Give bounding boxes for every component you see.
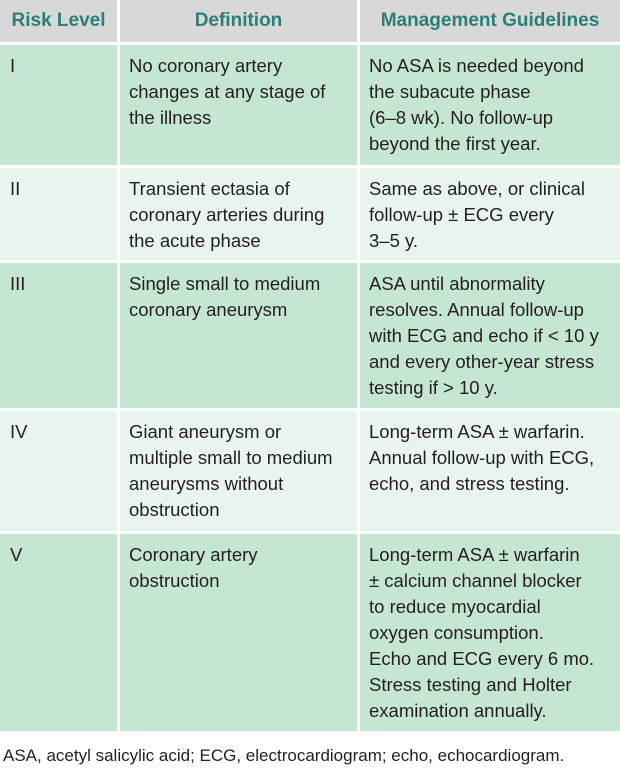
risk-level-cell: V xyxy=(0,534,120,734)
risk-level-cell: I xyxy=(0,45,120,168)
table-row xyxy=(0,263,620,411)
definition-cell: Transient ectasia of coronary arteries during the acute phase xyxy=(120,168,360,263)
definition-cell: Coronary artery obstruction xyxy=(120,534,360,734)
table-footnote: ASA, acetyl salicylic acid; ECG, electrocardiogram; echo, echocardiogram. xyxy=(3,746,565,765)
risk-level-cell: IV xyxy=(0,411,120,534)
table-row xyxy=(0,168,620,263)
guidelines-cell: No ASA is needed beyond the subacute phase (6–8 wk). No follow-up beyond the first year. xyxy=(360,45,620,168)
risk-level-cell: II xyxy=(0,168,120,263)
guidelines-cell: Long-term ASA ± warfarin. Annual follow-up with ECG, echo, and stress testing. xyxy=(360,411,620,534)
table-row xyxy=(0,411,620,534)
definition-cell: Single small to medium coronary aneurysm xyxy=(120,263,360,411)
guidelines-cell: Long-term ASA ± warfarin ± calcium channel blocker to reduce myocardial oxygen consumption. Echo and ECG every 6 mo. Stress testing and Holter examination annually. xyxy=(360,534,620,734)
header-risk-level: Risk Level xyxy=(0,0,120,45)
risk-level-cell: III xyxy=(0,263,120,411)
table-header-row xyxy=(0,0,620,45)
definition-cell: No coronary artery changes at any stage of the illness xyxy=(120,45,360,168)
definition-cell: Giant aneurysm or multiple small to medium aneurysms without obstruction xyxy=(120,411,360,534)
table-row xyxy=(0,534,620,734)
header-management-guidelines: Management Guidelines xyxy=(360,0,620,45)
guidelines-cell: Same as above, or clinical follow-up ± ECG every 3–5 y. xyxy=(360,168,620,263)
guidelines-cell: ASA until abnormality resolves. Annual follow-up with ECG and echo if < 10 y and every other-year stress testing if > 10 y. xyxy=(360,263,620,411)
table-row xyxy=(0,45,620,168)
header-definition: Definition xyxy=(120,0,360,45)
